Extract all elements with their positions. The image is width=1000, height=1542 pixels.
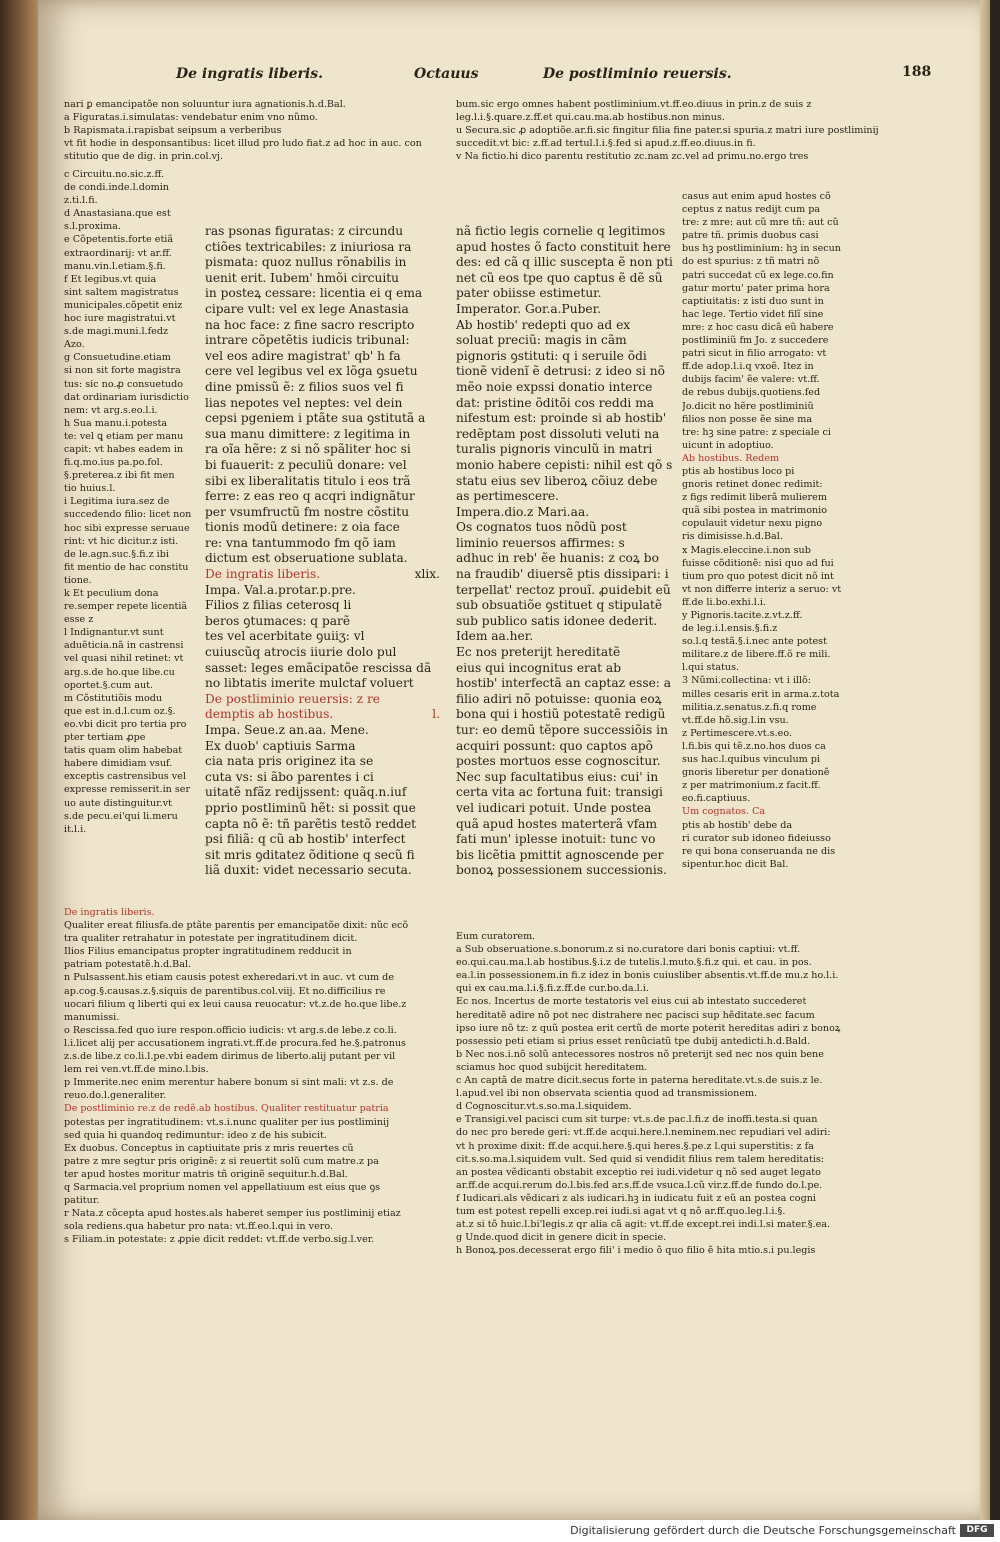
gloss-line: bum.sic ergo omnes habent postliminium.vt.ff.eo.diuus in prin.z de suis z bbox=[456, 99, 812, 110]
gloss-line: ceptus z natus redijt cum pa bbox=[682, 204, 821, 216]
gloss-line: it.l.i. bbox=[64, 823, 87, 835]
gloss-line: re qui bona conseruanda ne dis bbox=[682, 845, 836, 857]
text-line: pprio postliminũ hẽt: si possit que bbox=[205, 800, 416, 815]
gloss-line: do est spurius: z tñ matri nõ bbox=[682, 256, 820, 268]
text-line: acquiri possunt: quo captos apõ bbox=[456, 738, 653, 753]
gloss-line: Ec nos. Incertus de morte testatoris vel eius cui ab intestato succederet bbox=[456, 996, 807, 1008]
rubric-de-postliminio: De postliminio reuersis: z re bbox=[205, 691, 381, 706]
text-line: Imperator. Gor.a.Puber. bbox=[456, 301, 601, 316]
gloss-line: Ab hostibus. Redem bbox=[682, 452, 780, 464]
text-line: fati mun' iplesse inotuit: tunc vo bbox=[456, 832, 656, 847]
gloss-line: capit: vt habes eadem in bbox=[64, 443, 184, 455]
gloss-line: s.de magi.muni.l.fedz bbox=[64, 326, 169, 338]
gloss-line: pter tertiam ꝓpe bbox=[64, 732, 146, 744]
text-line: sasset: leges emãcipatõe rescissa dã bbox=[205, 660, 432, 675]
text-line: vel iudicari potuit. Unde postea bbox=[456, 800, 652, 815]
text-line: bi fuauerit: z peculiũ donare: vel bbox=[205, 457, 407, 472]
text-line: sua manu dimittere: z legitima in bbox=[205, 426, 411, 441]
gloss-line: arg.s.de ho.que libe.cu bbox=[64, 666, 175, 678]
text-line: eius qui incognitus erat ab bbox=[456, 660, 621, 675]
text-line: dine pmissũ ẽ: z filios suos vel fi bbox=[205, 379, 404, 394]
gloss-line: aduẽticia.nã in castrensi bbox=[64, 640, 184, 652]
gloss-line: m Cõstitutiõis modu bbox=[64, 692, 163, 704]
gloss-line: captiuitatis: z isti duo sunt in bbox=[682, 295, 824, 307]
gloss-line: hereditatẽ adire nõ pot nec distrahere nec pacisci sup hẽditate.sec facum bbox=[456, 1009, 815, 1021]
dfg-logo: DFG bbox=[960, 1524, 994, 1537]
text-line: cia nata pris originez ita se bbox=[205, 754, 374, 769]
gloss-line: z figs redimit liberã mulierem bbox=[682, 492, 827, 504]
gloss-line: u Secura.sic ꝓ adoptiõe.ar.fi.sic fingitur filia fine pater.si spuria.z matri iure postliminij bbox=[456, 125, 879, 137]
gloss-line: hac lege. Tertio videt filĩ sine bbox=[682, 308, 824, 320]
gloss-line: l.qui status. bbox=[682, 662, 740, 674]
text-line: ra oĩa hẽre: z si nõ spãliter hoc si bbox=[205, 442, 411, 457]
text-line: sub publico satis idonee dederit. bbox=[456, 613, 658, 628]
gloss-line: d Anastasiana.que est bbox=[64, 208, 171, 220]
text-line: adhuc in reb' ẽe huanis: z coꝝ bo bbox=[456, 551, 659, 566]
gloss-line: expresse remisserit.in ser bbox=[64, 784, 191, 796]
gloss-line: so.l.q testã.§.i.nec ante potest bbox=[682, 636, 827, 648]
gloss-line: sus hac.l.quibus vinculum pi bbox=[682, 754, 821, 766]
text-line: Ec nos preterijt hereditatẽ bbox=[456, 645, 621, 660]
text-line: redẽptam post dissoluti veluti na bbox=[456, 426, 660, 441]
footer-bar bbox=[0, 1520, 1000, 1542]
gloss-line: eo.fi.captiuus. bbox=[682, 793, 751, 805]
text-line: beros ꝯtumaces: q parẽ bbox=[205, 613, 351, 628]
text-line: tionẽ videnĩ ẽ detrusi: z ideo si nõ bbox=[456, 364, 665, 379]
text-line: dictum est obseruatione sublata. bbox=[205, 551, 408, 566]
gloss-line: c Circuitu.no.sic.z.ff. bbox=[64, 169, 164, 180]
gloss-line: vt fit hodie in desponsantibus: licet illud pro ludo fiat.z ad hoc in auc. con bbox=[64, 138, 422, 150]
text-line: soluat preciũ: magis in cãm bbox=[456, 333, 627, 348]
gloss-line: municipales.cõpetit eniz bbox=[64, 299, 183, 311]
text-line: bona qui i hostiũ potestatẽ redigũ bbox=[456, 707, 666, 722]
gloss-line: sipentur.hoc dicit Bal. bbox=[682, 858, 789, 870]
gloss-line: militare.z de libere.ff.õ re mili. bbox=[682, 649, 831, 661]
gloss-line: a Figuratas.i.simulatas: vendebatur enim vno nũmo. bbox=[64, 112, 318, 124]
text-line: as pertimescere. bbox=[456, 489, 560, 504]
gloss-line: gnoris retinet donec redimit: bbox=[682, 479, 823, 491]
rubric-de-ingratis: De ingratis liberis. xlix. bbox=[205, 567, 440, 582]
text-line: pignoris ꝯstituti: q i seruile õdi bbox=[456, 348, 647, 363]
gloss-line: quã sibi postea in matrimonio bbox=[682, 505, 828, 517]
gloss-line: ff.de li.bo.exhi.l.i. bbox=[682, 596, 766, 608]
text-line: Os cognatos tuos nõdũ post bbox=[456, 520, 627, 535]
gloss-line: copulauit videtur nexu pigno bbox=[682, 518, 823, 530]
gloss-line: qui ex cau.ma.l.i.§.fi.z.ff.de cur.bo.da.l.i. bbox=[456, 983, 649, 995]
gloss-line: vt non differre interiz a seruo: vt bbox=[682, 583, 842, 595]
rubric-de-postliminio-2: demptis ab hostibus. l. bbox=[205, 707, 440, 722]
text-line: in posteꝝ cessare: licentia ei q ema bbox=[205, 286, 423, 301]
gloss-line: k Et peculium dona bbox=[64, 588, 159, 599]
gloss-line: p Immerite.nec enim merentur habere bonum si sint mali: vt z.s. de bbox=[64, 1077, 394, 1089]
text-line: mẽo noie expssi donatio interce bbox=[456, 379, 653, 394]
gloss-line: oportet.§.cum aut. bbox=[64, 679, 154, 691]
gloss-line: h Bonoꝝ.pos.decesserat ergo fili' i medio õ quo filio ẽ hita mtio.s.i pu.legis bbox=[456, 1245, 816, 1257]
text-line: Impa. Val.a.protar.p.pre. bbox=[205, 582, 356, 597]
text-line: cepsi pgeniem i ptãte sua ꝯstitutã a bbox=[205, 411, 426, 426]
gloss-line: 3 Nũmi.collectina: vt i illõ: bbox=[682, 675, 812, 687]
gloss-line: que est in.d.l.cum oz.§. bbox=[64, 705, 176, 717]
gloss-line: re.semper repete licentiã bbox=[64, 601, 188, 613]
gloss-line: ri curator sub idoneo fideiusso bbox=[682, 832, 831, 844]
text-line: capta nõ ẽ: tñ parẽtis testõ reddet bbox=[205, 816, 417, 831]
gloss-line: vt.ff.de hõ.sig.l.in vsu. bbox=[682, 714, 789, 726]
gloss-line: milles cesaris erit in arma.z.tota bbox=[682, 688, 840, 700]
gloss-line: exceptis castrensibus vel bbox=[64, 771, 186, 783]
gloss-line: l.i.licet alij per accusationem ingrati.vt.ff.de procura.fed he.§.patronus bbox=[64, 1037, 406, 1049]
gloss-line: tio huius.l. bbox=[64, 483, 116, 495]
gloss-line: hoc sibi expresse seruaue bbox=[64, 522, 190, 534]
text-line: cuta vs: si ãbo parentes i ci bbox=[205, 769, 374, 784]
gloss-line: ptis ab hostib' debe da bbox=[682, 819, 793, 831]
text-line: tes vel acerbitate ꝯuiiʒ: vl bbox=[205, 629, 365, 644]
gloss-line: rint: vt hic dicitur.z isti. bbox=[64, 535, 179, 547]
gloss-line: patitur. bbox=[64, 1195, 100, 1207]
text-line: ras psonas figuratas: z circundu bbox=[205, 224, 404, 238]
gloss-line: f Et legibus.vt quia bbox=[64, 273, 157, 285]
gloss-line: postliminiũ fm Jo. z succedere bbox=[682, 335, 829, 347]
gloss-line: i Legitima iura.sez de bbox=[64, 496, 170, 508]
gloss-line: succedendo filio: licet non bbox=[64, 509, 192, 521]
gloss-line: bus hꝫ postliminium: hꝫ in secun bbox=[682, 243, 841, 255]
gloss-line: Eum curatorem. bbox=[456, 931, 536, 942]
left-margin-gloss bbox=[64, 168, 199, 836]
gloss-line: vel quasi nihil retinet: vt bbox=[64, 653, 184, 665]
gloss-line: sola rediens.qua habetur pro nata: vt.ff.eo.l.qui in vero. bbox=[64, 1221, 333, 1233]
gloss-line: ipso iure nõ tz: z quũ postea erit certũ de morte poterit hereditas adiri z bonoꝝ bbox=[456, 1022, 841, 1034]
gloss-line: do nec pro berede geri: vt.ff.de acqui.here.l.neminem.nec repudiari vel adiri: bbox=[456, 1127, 831, 1139]
folio-number: 188 bbox=[902, 64, 932, 80]
text-line: sub obsuatiõe ꝯstituet q stipulatẽ bbox=[456, 598, 663, 613]
text-line: bis licẽtia pmittit agnoscende per bbox=[456, 847, 664, 862]
text-line: filio adiri nõ potuisse: quonia eoꝝ bbox=[456, 691, 662, 706]
gloss-line: q Sarmacia.vel proprium nomen vel appellatiuum est eius que ꝯs bbox=[64, 1181, 381, 1193]
text-line: na hoc face: z fine sacro rescripto bbox=[205, 317, 415, 332]
gloss-line: sed quia hi quandoq redimuntur: ideo z de his subicit. bbox=[64, 1129, 327, 1141]
main-column-1 bbox=[205, 224, 440, 879]
gloss-line: ter apud hostes moritur matris tñ originẽ sequitur.h.d.Bal. bbox=[64, 1168, 348, 1180]
gloss-line: ap.cog.§.causas.z.§.siquis de parentibus.col.viij. Et no.difficilius re bbox=[64, 985, 386, 997]
text-line: hostib' interfectã an captaz esse: a bbox=[456, 676, 672, 691]
gloss-line: l Indignantur.vt sunt bbox=[64, 627, 164, 639]
text-line: terpellat' rectoz prouĩ. ꝓuidebit eũ bbox=[456, 582, 671, 597]
gloss-line: de condi.inde.l.domin bbox=[64, 182, 169, 194]
text-line: apud hostes õ facto constituit here bbox=[456, 239, 671, 254]
gloss-line: z per matrimonium.z facit.ff. bbox=[682, 780, 821, 792]
text-line: Ex duob' captiuis Sarma bbox=[205, 738, 356, 753]
gloss-line: eo.vbi dicit pro tertia pro bbox=[64, 718, 187, 730]
gloss-line: tatis quam olim habebat bbox=[64, 745, 183, 757]
running-header-center: Octauus bbox=[414, 66, 479, 82]
gloss-line: nari ꝑ emancipatõe non soluuntur iura agnationis.h.d.Bal. bbox=[64, 99, 346, 110]
text-line: bonoꝝ possessionem successionis. bbox=[456, 863, 667, 878]
text-line: Filios z filias ceterosq li bbox=[205, 598, 352, 613]
text-line: uitatẽ nfãz redijssent: quãq.n.iuf bbox=[205, 785, 407, 800]
text-line: pater obiisse estimetur. bbox=[456, 286, 602, 301]
text-line: Nec sup facultatibus eius: cui' in bbox=[456, 769, 659, 784]
gloss-line: e Cõpetentis.forte etiã bbox=[64, 234, 174, 246]
gloss-line: sciamus hoc quod subijcit hereditatem. bbox=[456, 1061, 648, 1073]
text-line: Idem aa.her. bbox=[456, 629, 534, 644]
gloss-line: r Nata.z cõcepta apud hostes.als haberet semper ius postliminij etiaz bbox=[64, 1208, 401, 1220]
gloss-line: uicunt in adoptiuo. bbox=[682, 439, 774, 451]
gloss-line: si non sit forte magistra bbox=[64, 365, 181, 377]
gloss-line: filios non posse ẽe sine ma bbox=[682, 413, 813, 425]
gloss-line: §.preterea.z ibi fit men bbox=[64, 470, 175, 482]
gloss-line: De ingratis liberis. bbox=[64, 907, 155, 918]
gloss-line: fi.q.mo.ius pa.po.fol. bbox=[64, 457, 163, 469]
gloss-line: Qualiter ereat filiusfa.de ptãte parentis per emancipatõe dixit: nũc ecõ bbox=[64, 920, 409, 932]
gloss-line: d Cognoscitur.vt.s.so.ma.l.siquidem. bbox=[456, 1101, 632, 1113]
gloss-line: tium pro quo potest dicit nõ int bbox=[682, 570, 834, 582]
text-line: quã apud hostes materterã vfam bbox=[456, 816, 658, 831]
text-line: monio habere cepisti: nihil est qõ s bbox=[456, 457, 673, 472]
gloss-line: tum est potest repelli excep.rei iudi.si agat vt q nõ ar.ff.quo.leg.l.i.§. bbox=[456, 1205, 786, 1217]
text-line: dat: pristine õditõi cos reddi ma bbox=[456, 395, 655, 410]
gloss-line: an postea vẽdicanti obstabit exceptio rei iudi.videtur q nõ sed auget legato bbox=[456, 1166, 821, 1178]
gloss-line: gatur mortu' pater prima hora bbox=[682, 282, 830, 294]
text-line: nifestum est: proinde si ab hostib' bbox=[456, 411, 667, 426]
top-right-gloss bbox=[456, 98, 904, 163]
gloss-line: z Pertimescere.vt.s.eo. bbox=[682, 727, 793, 739]
gloss-line: manu.vin.l.etiam.§.fi. bbox=[64, 260, 166, 272]
gloss-line: sint saltem magistratus bbox=[64, 286, 179, 298]
text-line: na fraudib' diuersẽ ptis dissipari: i bbox=[456, 567, 669, 582]
bottom-left-gloss bbox=[64, 906, 442, 1246]
gloss-line: Jo.dicit no hẽre postliminiũ bbox=[682, 400, 814, 412]
text-line: liminio reuersos affirmes: s bbox=[456, 535, 625, 550]
gloss-line: leg.l.i.§.quare.z.ff.et qui.cau.ma.ab hostibus.non minus. bbox=[456, 112, 725, 124]
gloss-line: Ilios Filius emancipatus propter ingratitudinem redducit in bbox=[64, 946, 352, 958]
gloss-line: n Pulsassent.his etiam causis potest exheredari.vt in auc. vt cum de bbox=[64, 972, 394, 984]
text-line: postes mortuos esse cognoscitur. bbox=[456, 754, 661, 769]
text-line: certa vita ac fortuna fuit: transigi bbox=[456, 785, 663, 800]
text-line: psi filiã: q cũ ab hostib' interfect bbox=[205, 832, 406, 847]
gloss-line: reuo.do.l.generaliter. bbox=[64, 1090, 167, 1102]
right-margin-gloss bbox=[682, 190, 854, 871]
gloss-line: mre: z hoc casu dicã eũ habere bbox=[682, 321, 834, 333]
text-line: sibi ex liberalitatis titulo i eos trã bbox=[205, 473, 411, 488]
gloss-line: dubijs facim' ẽe valere: vt.ff. bbox=[682, 374, 820, 386]
gloss-line: cit.s.so.ma.l.siquidem vult. Sed quid si vendidit filius rem talem hereditatis: bbox=[456, 1153, 825, 1165]
page-edge bbox=[980, 0, 990, 1520]
gloss-line: x Magis.eleccine.i.non sub bbox=[682, 544, 811, 556]
gloss-line: patri succedat cũ ex lege.co.fin bbox=[682, 269, 834, 281]
gloss-line: tre: hꝫ sine patre: z speciale ci bbox=[682, 426, 831, 438]
gloss-line: dat ordinariam iurisdictio bbox=[64, 391, 189, 403]
running-header-left: De ingratis liberis. bbox=[176, 66, 323, 82]
running-header-right: De postliminio reuersis. bbox=[543, 66, 732, 82]
text-line: Impa. Seue.z an.aa. Mene. bbox=[205, 723, 369, 737]
footer-credit: Digitalisierung gefördert durch die Deutsche Forschungsgemeinschaft bbox=[570, 1524, 956, 1537]
text-line: ferre: z eas reo q acqri indignãtur bbox=[205, 489, 415, 504]
text-line: sit mris ꝯditatez õditione q secũ fi bbox=[205, 847, 415, 862]
gloss-line: de rebus dubijs.quotiens.fed bbox=[682, 387, 821, 399]
gloss-line: g Unde.quod dicit in genere dicit in specie. bbox=[456, 1232, 667, 1244]
text-line: no libtatis imerite mulctaf voluert bbox=[205, 676, 414, 691]
text-line: turalis pignoris vinculũ in matri bbox=[456, 442, 653, 457]
gloss-line: vt h proxime dixit: ff.de acqui.here.§.qui heres.§.pe.z l.qui superstitis: z fa bbox=[456, 1140, 814, 1152]
gloss-line: ff.de adop.l.i.q vxoẽ. Itez in bbox=[682, 361, 814, 373]
gloss-line: e Transigi.vel pacisci cum sit turpe: vt.s.de pac.l.fi.z de inoffi.testa.si quan bbox=[456, 1114, 818, 1126]
text-line: nã fictio legis cornelie q legitimos bbox=[456, 224, 666, 238]
text-line: des: ed cã q illic suscepta ẽ non pti bbox=[456, 255, 673, 270]
text-line: per vsumfructũ fm nostre cõstitu bbox=[205, 504, 410, 519]
gloss-line: gnoris liberetur per donationẽ bbox=[682, 767, 830, 779]
gloss-line: patre tñ. primis duobus casi bbox=[682, 230, 819, 242]
text-line: pismata: quoz nullus rõnabilis in bbox=[205, 255, 407, 270]
gloss-line: tus: sic no.ꝓ consuetudo bbox=[64, 378, 184, 390]
gloss-line: fit mentio de hac constitu bbox=[64, 561, 189, 573]
gloss-line: f Iudicari.als vẽdicari z als iudicari.hꝫ in iudicatu fuit z eũ an postea cogni bbox=[456, 1192, 816, 1204]
main-column-2 bbox=[456, 224, 676, 879]
text-line: cuiuscũq atrocis iiurie dolo pul bbox=[205, 645, 397, 660]
text-line: vel eos adire magistrat' qb' h fa bbox=[205, 348, 401, 363]
gloss-line: y Pignoris.tacite.z.vt.z.ff. bbox=[682, 610, 803, 621]
gloss-line: b Rapismata.i.rapisbat seipsum a verberibus bbox=[64, 125, 282, 137]
text-line: lias nepotes vel neptes: vel dein bbox=[205, 395, 403, 410]
text-line: Ab hostib' redepti quo ad ex bbox=[456, 317, 631, 332]
text-line: Impera.dio.z Mari.aa. bbox=[456, 504, 590, 519]
gloss-line: ea.l.in possessionem.in fi.z idez in bonis cuiusliber absentis.vt.ff.de mu.z ho.l.i. bbox=[456, 970, 839, 982]
gloss-line: patriam potestatẽ.h.d.Bal. bbox=[64, 959, 192, 971]
gloss-line: c An captã de matre dicit.secus forte in paterna hereditate.vt.s.de suis.z le. bbox=[456, 1075, 823, 1087]
gloss-line: nem: vt arg.s.eo.l.i. bbox=[64, 404, 158, 416]
text-line: uenit erit. Iubem' hmõi circuitu bbox=[205, 270, 400, 285]
gloss-line: Um cognatos. Ca bbox=[682, 806, 766, 818]
gloss-line: h Sua manu.i.potesta bbox=[64, 417, 168, 429]
top-left-gloss bbox=[64, 98, 442, 163]
text-line: net cũ eos tpe quo captus ẽ dẽ sũ bbox=[456, 270, 663, 285]
text-line: tur: eo demũ tẽpore successiõis in bbox=[456, 723, 668, 737]
text-line: ctiões textricabiles: z iniuriosa ra bbox=[205, 239, 412, 254]
gloss-line: g Consuetudine.etiam bbox=[64, 352, 171, 364]
gloss-line: a Sub obseruatione.s.bonorum.z si no.curatore dari bonis captiui: vt.ff. bbox=[456, 944, 801, 956]
gloss-line: eo.qui.cau.ma.l.ab hostibus.§.i.z de tutelis.l.muto.§.fi.z qui. et cau. in pos. bbox=[456, 957, 812, 969]
gloss-line: s.de pecu.ei'qui li.meru bbox=[64, 810, 178, 822]
gloss-line: te: vel ꝗ etiam per manu bbox=[64, 430, 184, 442]
gloss-line: extraordinarij: vt ar.ff. bbox=[64, 247, 172, 259]
gloss-line: b Nec nos.i.nõ solũ antecessores nostros nõ preterijt sed nec nos quin bene bbox=[456, 1048, 824, 1060]
text-line: cere vel legibus vel ex lõga ꝯsuetu bbox=[205, 364, 418, 379]
text-line: cipare vult: vel ex lege Anastasia bbox=[205, 301, 409, 316]
text-line: liã duxit: videt necessario secuta. bbox=[205, 863, 412, 878]
gloss-line: l.fi.bis qui tẽ.z.no.hos duos ca bbox=[682, 740, 826, 752]
gloss-line: l.apud.vel ibi non observata scientia quod ad transmissionem. bbox=[456, 1088, 758, 1100]
gloss-line: ar.ff.de acqui.rerum do.l.bis.fed ar.s.ff.de vsuca.l.cũ vir.z.ff.de fundo do.l.pe. bbox=[456, 1179, 823, 1191]
gloss-line: militia.z.senatus.z.fi.q rome bbox=[682, 701, 817, 713]
gloss-line: de leg.i.l.ensis.§.fi.z bbox=[682, 623, 778, 635]
gloss-line: s Filiam.in potestate: z ꝓpie dicit reddet: vt.ff.de verbo.sig.l.ver. bbox=[64, 1234, 375, 1246]
gloss-line: potestas per ingratitudinem: vt.s.i.nunc qualiter per ius postliminij bbox=[64, 1116, 390, 1128]
gloss-line: lem rei ven.vt.ff.de mino.l.bis. bbox=[64, 1064, 209, 1076]
gloss-line: o Rescissa.fed quo iure respon.officio iudicis: vt arg.s.de lebe.z co.li. bbox=[64, 1024, 397, 1036]
gloss-line: De postliminio re.z de redẽ.ab hostibus. Qualiter restituatur patria bbox=[64, 1103, 389, 1115]
gloss-line: uocari filium q liberti qui ex leui causa reuocatur: vt.z.de ho.que libe.z bbox=[64, 998, 407, 1010]
gloss-line: patri sicut in filio arrogato: vt bbox=[682, 348, 827, 360]
gloss-line: s.l.proxima. bbox=[64, 221, 121, 233]
gloss-line: patre z mre segtur pris originẽ: z si reuertit solũ cum matre.z pa bbox=[64, 1155, 379, 1167]
gloss-line: uo aute distinguitur.vt bbox=[64, 797, 172, 809]
gloss-line: stitutio que de dig. in prin.col.vj. bbox=[64, 151, 224, 163]
gloss-line: z.s.de libe.z co.li.l.pe.vbi eadem dirimus de liberto.alij putant per vil bbox=[64, 1051, 396, 1063]
book-binding bbox=[0, 0, 38, 1520]
text-line: statu eius sev liberoꝝ cõiuz debe bbox=[456, 473, 658, 488]
gloss-line: succedit.vt bic: z.ff.ad tertul.l.i.§.fed si apud.z.ff.eo.diuus.in fi. bbox=[456, 138, 756, 150]
gloss-line: tra qualiter retrahatur in potestate per ingratitudinem dicit. bbox=[64, 933, 358, 945]
gloss-line: esse z bbox=[64, 614, 94, 626]
bottom-right-gloss bbox=[456, 930, 856, 1257]
gloss-line: habere dimidiam vsuf. bbox=[64, 758, 173, 770]
gloss-line: casus aut enim apud hostes cõ bbox=[682, 191, 831, 202]
gloss-line: hoc iure magistratui.vt bbox=[64, 313, 176, 325]
gloss-line: tre: z mre: aut cũ mre tñ: aut cũ bbox=[682, 217, 839, 229]
text-line: intrare cõpetẽtis iudicis tribunal: bbox=[205, 333, 410, 348]
gloss-line: manumissi. bbox=[64, 1011, 120, 1023]
gloss-line: at.z si tõ huic.l.bi'legis.z qr alia cã agit: vt.ff.de except.rei indi.l.si mater.§.ea. bbox=[456, 1219, 831, 1231]
gloss-line: possessio peti etiam si prius esset renũciatũ tpe dubij antedicti.h.d.Bald. bbox=[456, 1035, 811, 1047]
gloss-line: fuisse cõditionẽ: nisi quo ad fui bbox=[682, 557, 834, 569]
gloss-line: Ex duobus. Conceptus in captiuitate pris z mris reuertes cũ bbox=[64, 1142, 354, 1154]
gloss-line: tione. bbox=[64, 574, 92, 586]
gloss-line: Azo. bbox=[64, 339, 85, 351]
gloss-line: de le.agn.suc.§.fi.z ibi bbox=[64, 548, 169, 560]
text-line: re: vna tantummodo fm qõ iam bbox=[205, 535, 396, 550]
gloss-line: z.ti.l.fi. bbox=[64, 195, 98, 207]
gloss-line: ris dimisisse.h.d.Bal. bbox=[682, 531, 783, 543]
gloss-line: ptis ab hostibus loco pi bbox=[682, 465, 795, 477]
text-line: tionis modũ detinere: z oia face bbox=[205, 520, 400, 535]
gloss-line: v Na fictio.hi dico parentu restitutio zc.nam zc.vel ad primu.no.ergo tres bbox=[456, 151, 809, 163]
